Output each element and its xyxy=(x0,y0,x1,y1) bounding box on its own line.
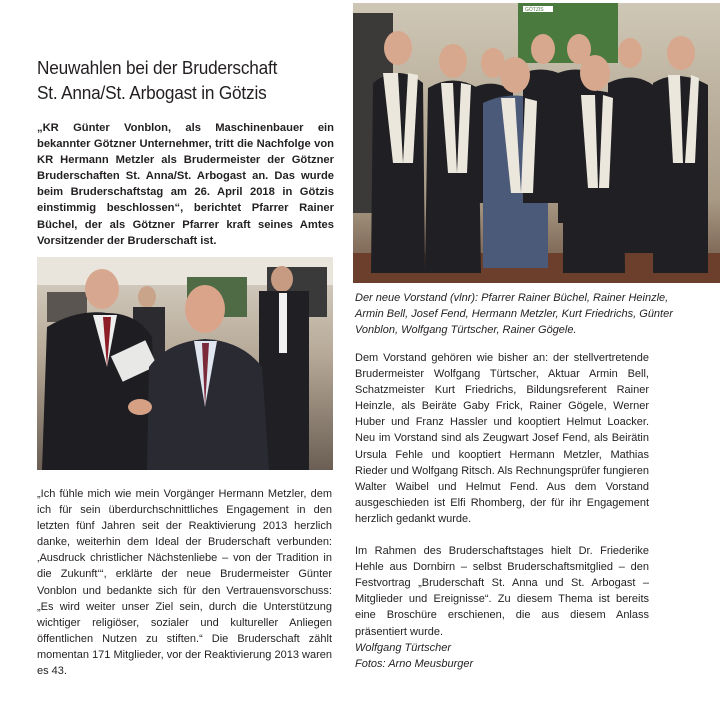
article-credits xyxy=(355,640,649,672)
photo-credit: Fotos: Arno Meusburger xyxy=(355,658,474,670)
body-paragraph-1: Dem Vorstand gehören wie bisher an: der stellvertretende Brudermeister Wolfgang Türtscher, Aktuar Armin Bell, Schatzmeister Kurt Friedrichs, Bildungsreferent Rainer Heinzle, als Beiräte Gaby Frick, Rainer Gögele, Werner Huber und Franz Hassler und kooptiert Helmut Loacker. Neu im Vorstand sind als Zeugwart Josef Fend, als Beirätin Ursula Fehle und kooptiert Hermann Metzler, Mathias Rieder und Wolfgang Ritsch. Als Rechnungsprüfer fungieren Walter Waibel und Helmut Fend. Aus dem Vorstand ausgeschieden ist Elfi Rhomberg, der für ihr Engagement herzlich gedankt wurde. xyxy=(355,352,649,525)
sign-text: GÖTZIS xyxy=(525,7,544,13)
handshake-photo xyxy=(37,257,333,470)
article-lead: „KR Günter Vonblon, als Maschinenbauer ein bekannter Götzner Unternehmer, tritt die Nachfolge von KR Hermann Metzler als Brudermeister der Götzner Bruderschaften St. Anna/St. Arbogast an. Das wurde beim Bruderschaftstag am 26. April 2018 in Götzis einstimmig beschlossen“, berichtet Pfarrer Rainer Büchel, der als Götzner Pfarrer kraft seines Amtes Vorsitzender der Bruderschaft ist. xyxy=(37,122,334,247)
article-body-right xyxy=(355,350,649,640)
article-body-left: „Ich fühle mich wie mein Vorgänger Hermann Metzler, dem ich für sein überdurchschnittliches Engagement in den letzten fünf Jahren seit der Reaktivierung 2013 herzlich danke, weiterhin dem Ideal der Bruderschaft verbunden: ‚Ausdruck christlicher Nächstenliebe – von der Tradition in die Zukunft‘“, erklärte der neue Brudermeister Günter Vonblon und bedankte sich für den Vertrauensvorschuss: „Es wird weiter unser Ziel sein, durch die Unterstützung wichtiger religiöser, sozialer und kultureller Anliegen öffentlichen Nutzen zu stiften.“ Die Bruderschaft zählt momentan 171 Mitglieder, vor der Reaktivierung 2013 waren es 43. xyxy=(37,488,332,678)
article-headline xyxy=(37,55,316,105)
headline-line-2: St. Anna/St. Arbogast in Götzis xyxy=(37,82,267,103)
headline-line-1: Neuwahlen bei der Bruderschaft xyxy=(37,57,278,78)
photo-caption: Der neue Vorstand (vlnr): Pfarrer Rainer Büchel, Rainer Heinzle, Armin Bell, Josef Fend, Hermann Metzler, Kurt Friedrichs, Günter Vonblon, Wolfgang Türtscher, Rainer Gögele. xyxy=(355,292,673,337)
author-name: Wolfgang Türtscher xyxy=(355,642,451,654)
group-photo xyxy=(353,3,720,283)
body-paragraph-2: Im Rahmen des Bruderschaftstages hielt Dr. Friederike Hehle aus Dornbirn – selbst Bruderschaftsmitglied – den Festvortrag „Bruderschaft St. Anna und St. Arbogast – Mitglieder und Ereignisse“. Zu diesem Thema ist bereits eine Broschüre erschienen, die aus diesem Anlass präsentiert wurde. xyxy=(355,545,649,638)
